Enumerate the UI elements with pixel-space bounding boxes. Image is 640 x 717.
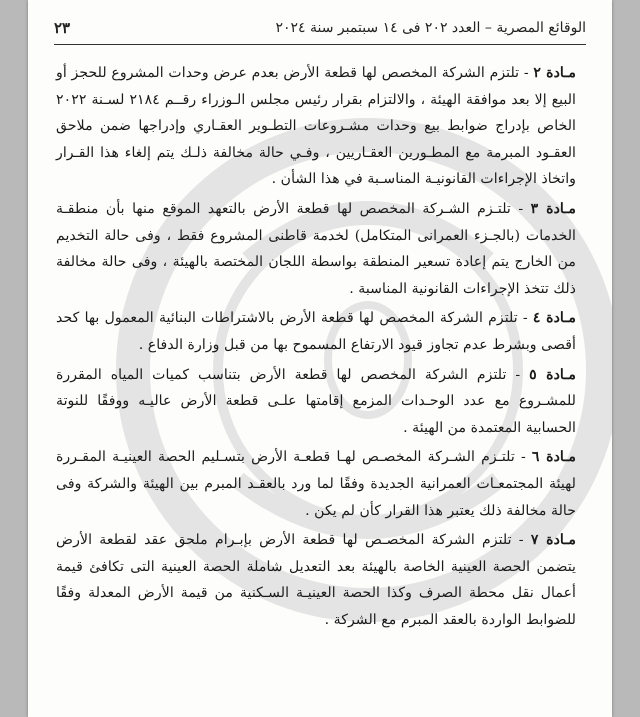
article-5 <box>56 362 576 442</box>
page-number: ٢٣ <box>54 19 71 37</box>
article-label: مـادة ٢ <box>533 65 576 81</box>
article-text: - تلتزم الشركة المخصـص لها قطعة الأرض بإبـرام ملحق عقد لقطعة الأرض يتضمن الحصة العينية الخاصة بالهيئة بعد التعديل شاملة الحصة العينية التى تكافئ قيمة أعمال نقل محطة الصرف وكذا الحصة العينيـة السـكنية من قيمة الأرض المعدلة وفقًا للضوابط الواردة بالعقد المبرم مع الشركة . <box>56 532 576 628</box>
article-label: مـادة ٣ <box>530 200 576 217</box>
article-text: - تلتزم الشركة المخصص لها قطعة الأرض بتناسب كميات المياه المقررة للمشـروع مع عدد الوحـدات المزمع إقامتها علـى قطعة الأرض عاليـه ووفقًا للنوتة الحسابية المعتمدة من الهيئة . <box>56 366 576 436</box>
article-label: مـادة ٦ <box>531 449 576 466</box>
article-2 <box>56 60 576 193</box>
article-3 <box>56 196 576 302</box>
article-text: - تلتـزم الشـركة المخصص لها قطعة الأرض بالتعهد الموقع منها بأن منطقـة الخدمات (بالجـزء العمرانى المتكامل) لخدمة قاطنى المشروع فقط ، وفى حالة التخديم من الخارج يتم إعادة تسعير المنطقة بواسطة اللجان المختصة بالهيئة ، وفى حالة مخالفة ذلك تتخذ الإجراءات القانونية المناسبة . <box>56 200 576 297</box>
header-divider <box>54 44 586 45</box>
article-text: - تلتزم الشركة المخصص لها قطعة الأرض بعدم عرض وحدات المشروع للحجز أو البيع إلا بعد موافقة الهيئة ، والالتزام بقرار رئيس مجلس الـوزراء رقــم ٢١٨٤ لسـنة ٢٠٢٢ الخاص بإدراج ضوابط بيع وحدات مشـروعات التطـوير العقـاري وإدراجها ضمن ملاحق العقـود المبرمة مع المطـورين العقـاريين ، وفـي حالة مخالفة ذلـك يتم إلغاء هذا القـرار واتخاذ الإجراءات القانونيـة المناسـبة في هذا الشأن . <box>56 65 577 188</box>
article-label: مـادة ٧ <box>530 532 576 549</box>
document-body <box>56 60 576 636</box>
article-text: - تلتـزم الشـركة المخصـص لهـا قطعـة الأرض بتسـليم الحصة العينيـة المقـررة لهيئة المجتمعـات العمرانية الجديدة وفقًا لما ورد بالعقـد المبرم بين الهيئة والشركة وفى حالة مخالفة ذلك يعتبر هذا القرار كأن لم يكن . <box>56 449 576 519</box>
running-title: الوقائع المصرية – العدد ٢٠٢ فى ١٤ سبتمبر سنة ٢٠٢٤ <box>275 20 586 36</box>
page-header <box>54 14 586 42</box>
document-page <box>28 0 612 717</box>
article-label: مـادة ٤ <box>532 310 576 327</box>
article-4 <box>56 305 576 358</box>
article-text: - تلتزم الشركة المخصص لها قطعة الأرض بالاشتراطات البنائية المعمول بها كحد أقصى وبشرط عدم تجاوز قيود الارتفاع المسموح بها من قبل وزارة الدفاع . <box>56 310 576 353</box>
article-label: مـادة ٥ <box>529 366 576 383</box>
article-6 <box>56 444 576 524</box>
article-7 <box>56 527 576 633</box>
